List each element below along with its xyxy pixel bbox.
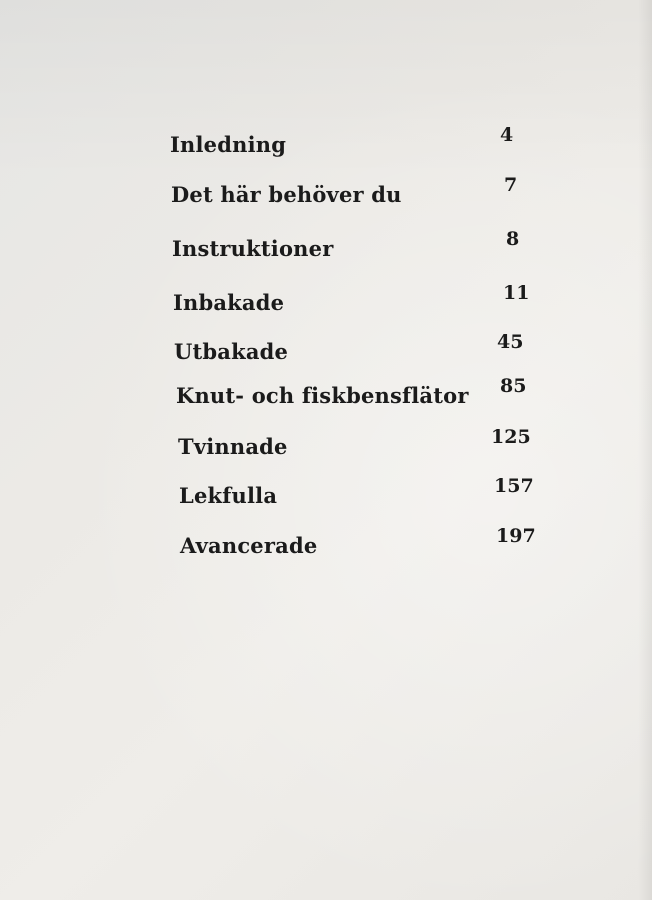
- toc-entry-title: Instruktioner: [172, 236, 334, 261]
- toc-entry-page-number: 85: [500, 375, 527, 397]
- toc-entry-title: Det här behöver du: [171, 182, 402, 207]
- toc-entry-title: Inbakade: [173, 290, 285, 315]
- toc-entry-page-number: 11: [503, 282, 530, 304]
- toc-entry-title: Avancerade: [180, 533, 318, 558]
- toc-entry-page-number: 157: [494, 475, 534, 497]
- toc-entry-page-number: 125: [491, 426, 531, 448]
- toc-entry-title: Inledning: [170, 132, 287, 157]
- toc-entry-page-number: 7: [504, 174, 518, 196]
- toc-entry-title: Lekfulla: [179, 483, 278, 508]
- toc-entry-title: Knut- och fiskbensflätor: [176, 383, 469, 408]
- toc-entry-page-number: 45: [497, 331, 524, 353]
- toc-entry-title: Utbakade: [174, 339, 289, 364]
- toc-entry-title: Tvinnade: [178, 434, 288, 459]
- toc-entry-page-number: 4: [500, 124, 514, 146]
- toc-entry-page-number: 197: [496, 525, 536, 547]
- toc-entry-page-number: 8: [506, 228, 520, 250]
